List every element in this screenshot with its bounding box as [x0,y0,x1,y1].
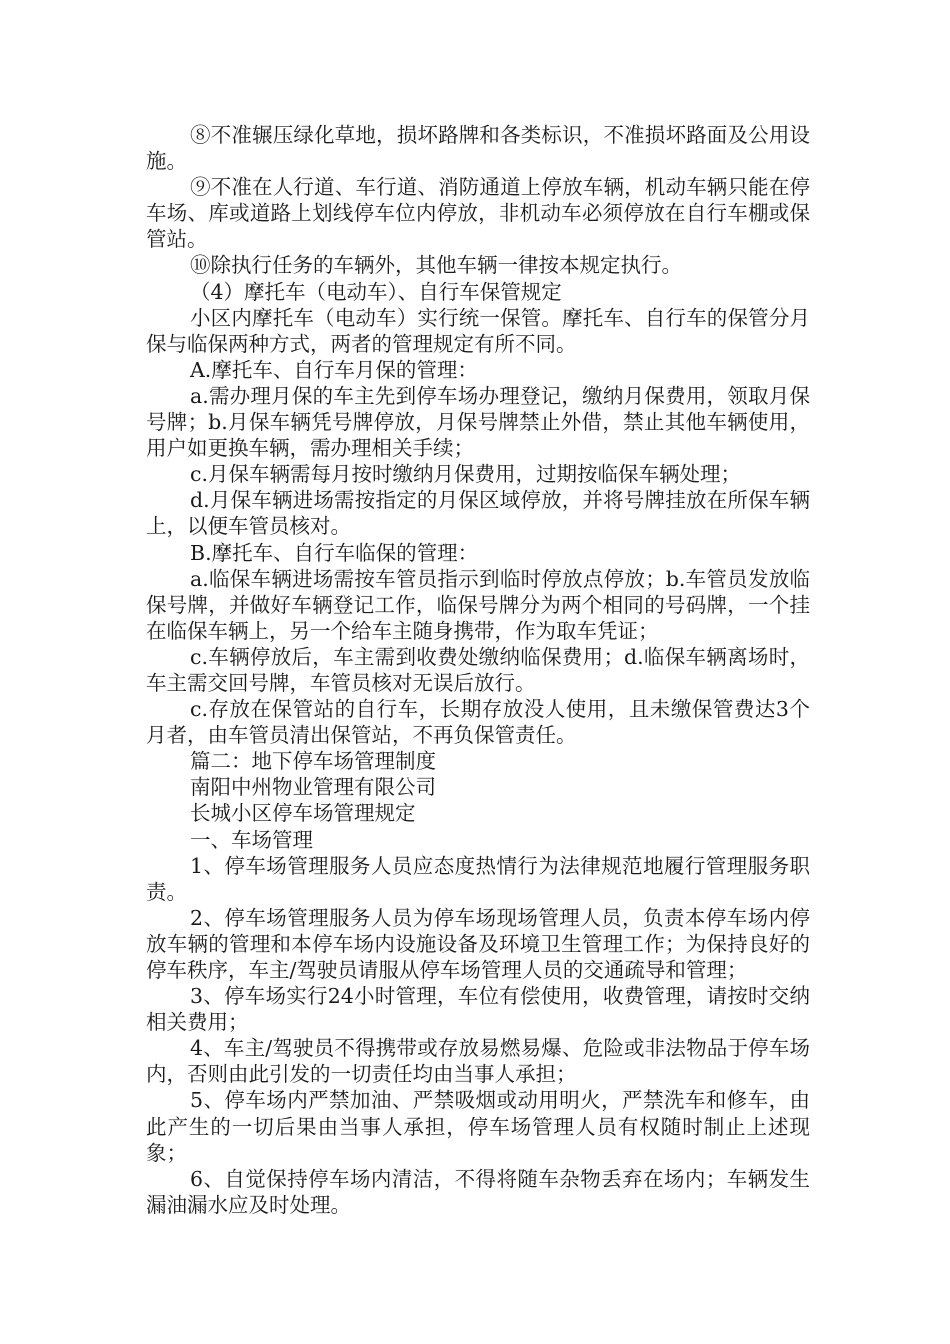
paragraph-temporary-cd: c.车辆停放后，车主需到收费处缴纳临保费用；d.临保车辆离场时，车主需交回号牌，车管员核对无误后放行。 [146,644,810,695]
paragraph-rule-10: ⑩除执行任务的车辆外，其他车辆一律按本规定执行。 [190,253,682,278]
paragraph-item-3: 3、停车场实行24小时管理，车位有偿使用，收费管理，请按时交纳相关费用； [146,984,810,1035]
paragraph-item-2: 2、停车场管理服务人员为停车场现场管理人员，负责本停车场内停放车辆的管理和本停车场内设施设备及环境卫生管理工作；为保持良好的停车秩序，车主/驾驶员请服从停车场管理人员的交通疏导和管理； [146,905,810,982]
subheading-temporary: B.摩托车、自行车临保的管理： [190,540,479,565]
regulation-title: 长城小区停车场管理规定 [190,801,416,826]
company-name: 南阳中州物业管理有限公司 [190,775,436,800]
paragraph-temporary-c2: c.存放在保管站的自行车，长期存放没人使用，且未缴保管费达3个月者，由车管员清出保管站，不再负保管责任。 [146,697,810,748]
paragraph-temporary-ab: a.临保车辆进场需按车管员指示到临时停放点停放；b.车管员发放临保号牌，并做好车辆登记工作，临保号牌分为两个相同的号码牌，一个挂在临保车辆上，另一个给车主随身携带，作为取车凭证； [146,566,810,643]
paragraph-item-6: 6、自觉保持停车场内清洁，不得将随车杂物丢弃在场内；车辆发生漏油漏水应及时处理。 [146,1166,810,1217]
paragraph-intro: 小区内摩托车（电动车）实行统一保管。摩托车、自行车的保管分月保与临保两种方式，两者的管理规定有所不同。 [146,305,810,356]
section-heading-parking: 一、车场管理 [190,827,313,852]
document-page [146,122,810,1218]
paragraph-monthly-ab: a.需办理月保的车主先到停车场办理登记，缴纳月保费用，领取月保号牌；b.月保车辆凭号牌停放，月保号牌禁止外借，禁止其他车辆使用，用户如更换车辆，需办理相关手续； [146,383,810,461]
paragraph-item-5: 5、停车场内严禁加油、严禁吸烟或动用明火，严禁洗车和修车，由此产生的一切后果由当事人承担，停车场管理人员有权随时制止上述现象； [146,1088,810,1165]
paragraph-monthly-c: c.月保车辆需每月按时缴纳月保费用，过期按临保车辆处理； [190,462,741,487]
paragraph-rule-9: ⑨不准在人行道、车行道、消防通道上停放车辆，机动车辆只能在停车场、库或道路上划线停车位内停放，非机动车必须停放在自行车棚或保管站。 [146,175,810,252]
chapter-title: 篇二：地下停车场管理制度 [190,749,436,774]
paragraph-item-4: 4、车主/驾驶员不得携带或存放易燃易爆、危险或非法物品于停车场内，否则由此引发的一切责任均由当事人承担； [146,1036,810,1087]
paragraph-rule-8: ⑧不准辗压绿化草地，损坏路牌和各类标识，不准损坏路面及公用设施。 [146,123,810,174]
paragraph-item-1: 1、停车场管理服务人员应态度热情行为法律规范地履行管理服务职责。 [146,853,810,904]
paragraph-monthly-d: d.月保车辆进场需按指定的月保区域停放，并将号牌挂放在所保车辆上，以便车管员核对。 [146,488,810,539]
subheading-monthly: A.摩托车、自行车月保的管理： [190,357,478,382]
section-heading-motorcycle: （4）摩托车（电动车）、自行车保管规定 [190,279,562,304]
